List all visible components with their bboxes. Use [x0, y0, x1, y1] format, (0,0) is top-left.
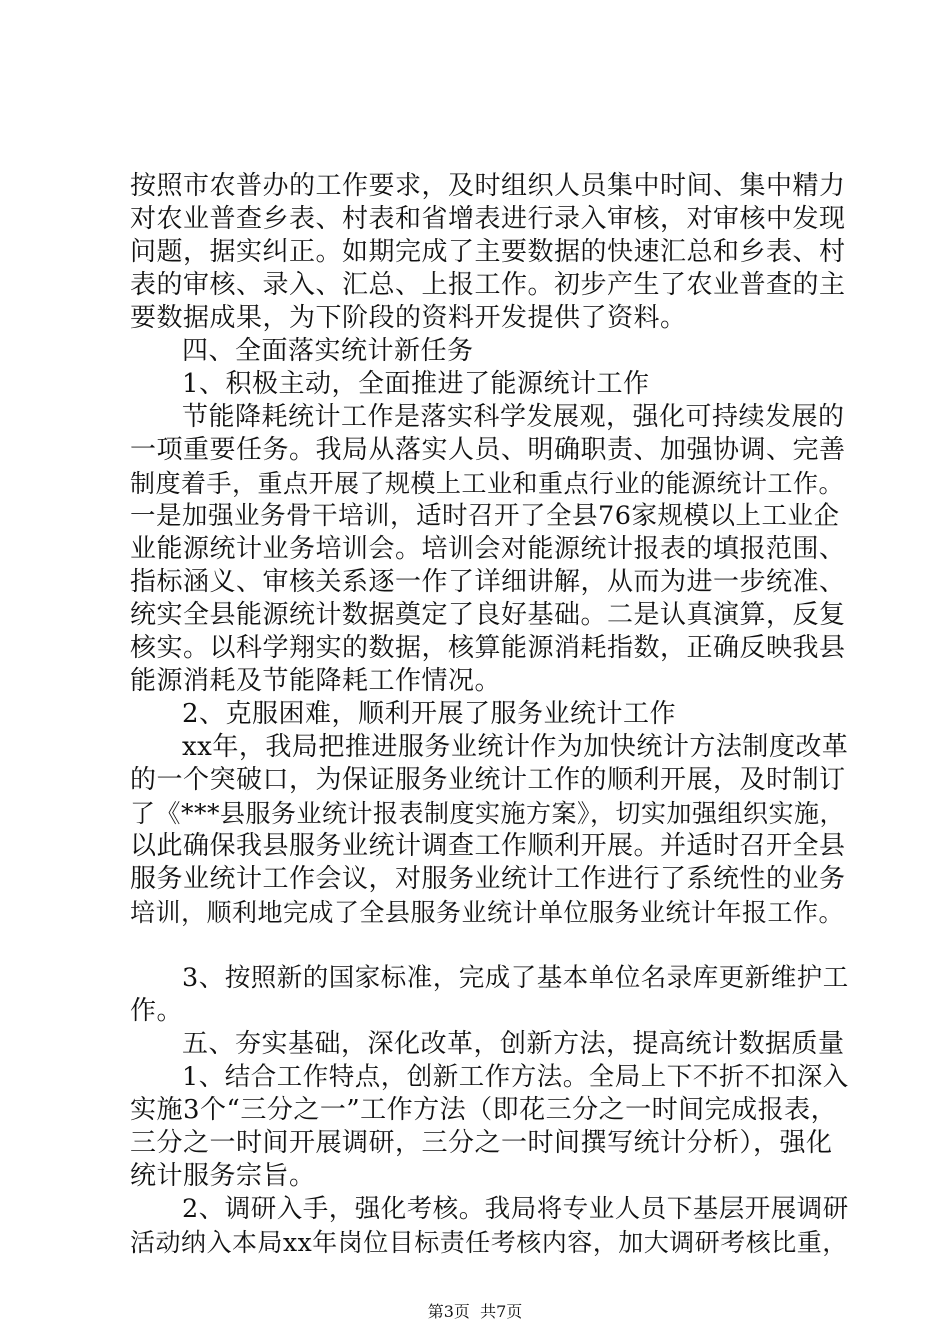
text-line: 业能源统计业务培训会。培训会对能源统计报表的填报范围、	[130, 534, 846, 564]
text-line: 统实全县能源统计数据奠定了良好基础。二是认真演算，反复	[130, 600, 846, 630]
subsection-heading: 3、按照新的国家标准，完成了基本单位名录库更新维护工	[182, 963, 849, 993]
text-line: 按照市农普办的工作要求，及时组织人员集中时间、集中精力	[130, 171, 846, 201]
text-line: 对农业普查乡表、村表和省增表进行录入审核，对审核中发现	[130, 204, 846, 234]
text-line: 一项重要任务。我局从落实人员、明确职责、加强协调、完善	[130, 435, 846, 465]
text-line: 实施3个“三分之一”工作方法（即花三分之一时间完成报表，	[130, 1095, 838, 1125]
text-line: 一是加强业务骨干培训，适时召开了全县76家规模以上工业企	[130, 501, 840, 531]
page-footer: 第3页 共7页	[427, 1302, 523, 1321]
text-line: 能源消耗及节能降耗工作情况。	[130, 666, 502, 696]
text-line: 2、调研入手，强化考核。我局将专业人员下基层开展调研	[182, 1194, 849, 1224]
text-line: 作。	[130, 996, 184, 1026]
text-line: 的一个突破口，为保证服务业统计工作的顺利开展，及时制订	[130, 765, 846, 795]
text-line: 了《***县服务业统计报表制度实施方案》，切实加强组织实施，	[130, 799, 846, 828]
subsection-heading: 1、积极主动，全面推进了能源统计工作	[182, 369, 650, 399]
text-line: xx年，我局把推进服务业统计作为加快统计方法制度改革	[182, 732, 849, 762]
text-line: 指标涵义、审核关系逐一作了详细讲解，从而为进一步统准、	[130, 567, 846, 597]
text-line: 以此确保我县服务业统计调查工作顺利开展。并适时召开全县	[130, 831, 846, 861]
text-line: 核实。以科学翔实的数据，核算能源消耗指数，正确反映我县	[130, 633, 846, 663]
text-line: 要数据成果，为下阶段的资料开发提供了资料。	[130, 303, 687, 333]
text-line: 表的审核、录入、汇总、上报工作。初步产生了农业普查的主	[130, 270, 846, 300]
section-heading: 四、全面落实统计新任务	[182, 336, 474, 366]
text-line: 统计服务宗旨。	[130, 1161, 316, 1191]
subsection-heading: 2、克服困难，顺利开展了服务业统计工作	[182, 699, 677, 729]
text-line: 制度着手，重点开展了规模上工业和重点行业的能源统计工作。	[130, 469, 845, 498]
text-line: 节能降耗统计工作是落实科学发展观，强化可持续发展的	[182, 402, 845, 432]
text-line: 三分之一时间开展调研，三分之一时间撰写统计分析），强化	[130, 1128, 833, 1158]
text-line: 1、结合工作特点，创新工作方法。全局上下不折不扣深入	[182, 1062, 849, 1092]
document-body	[130, 170, 850, 1259]
text-line: 服务业统计工作会议，对服务业统计工作进行了系统性的业务	[130, 864, 846, 894]
text-line: 培训，顺利地完成了全县服务业统计单位服务业统计年报工作。	[130, 898, 845, 927]
text-line: 活动纳入本局xx年岗位目标责任考核内容，加大调研考核比重，	[130, 1228, 848, 1257]
blank-line	[130, 929, 850, 962]
section-heading: 五、夯实基础，深化改革，创新方法，提高统计数据质量	[182, 1029, 845, 1059]
text-line: 问题，据实纠正。如期完成了主要数据的快速汇总和乡表、村	[130, 237, 846, 267]
